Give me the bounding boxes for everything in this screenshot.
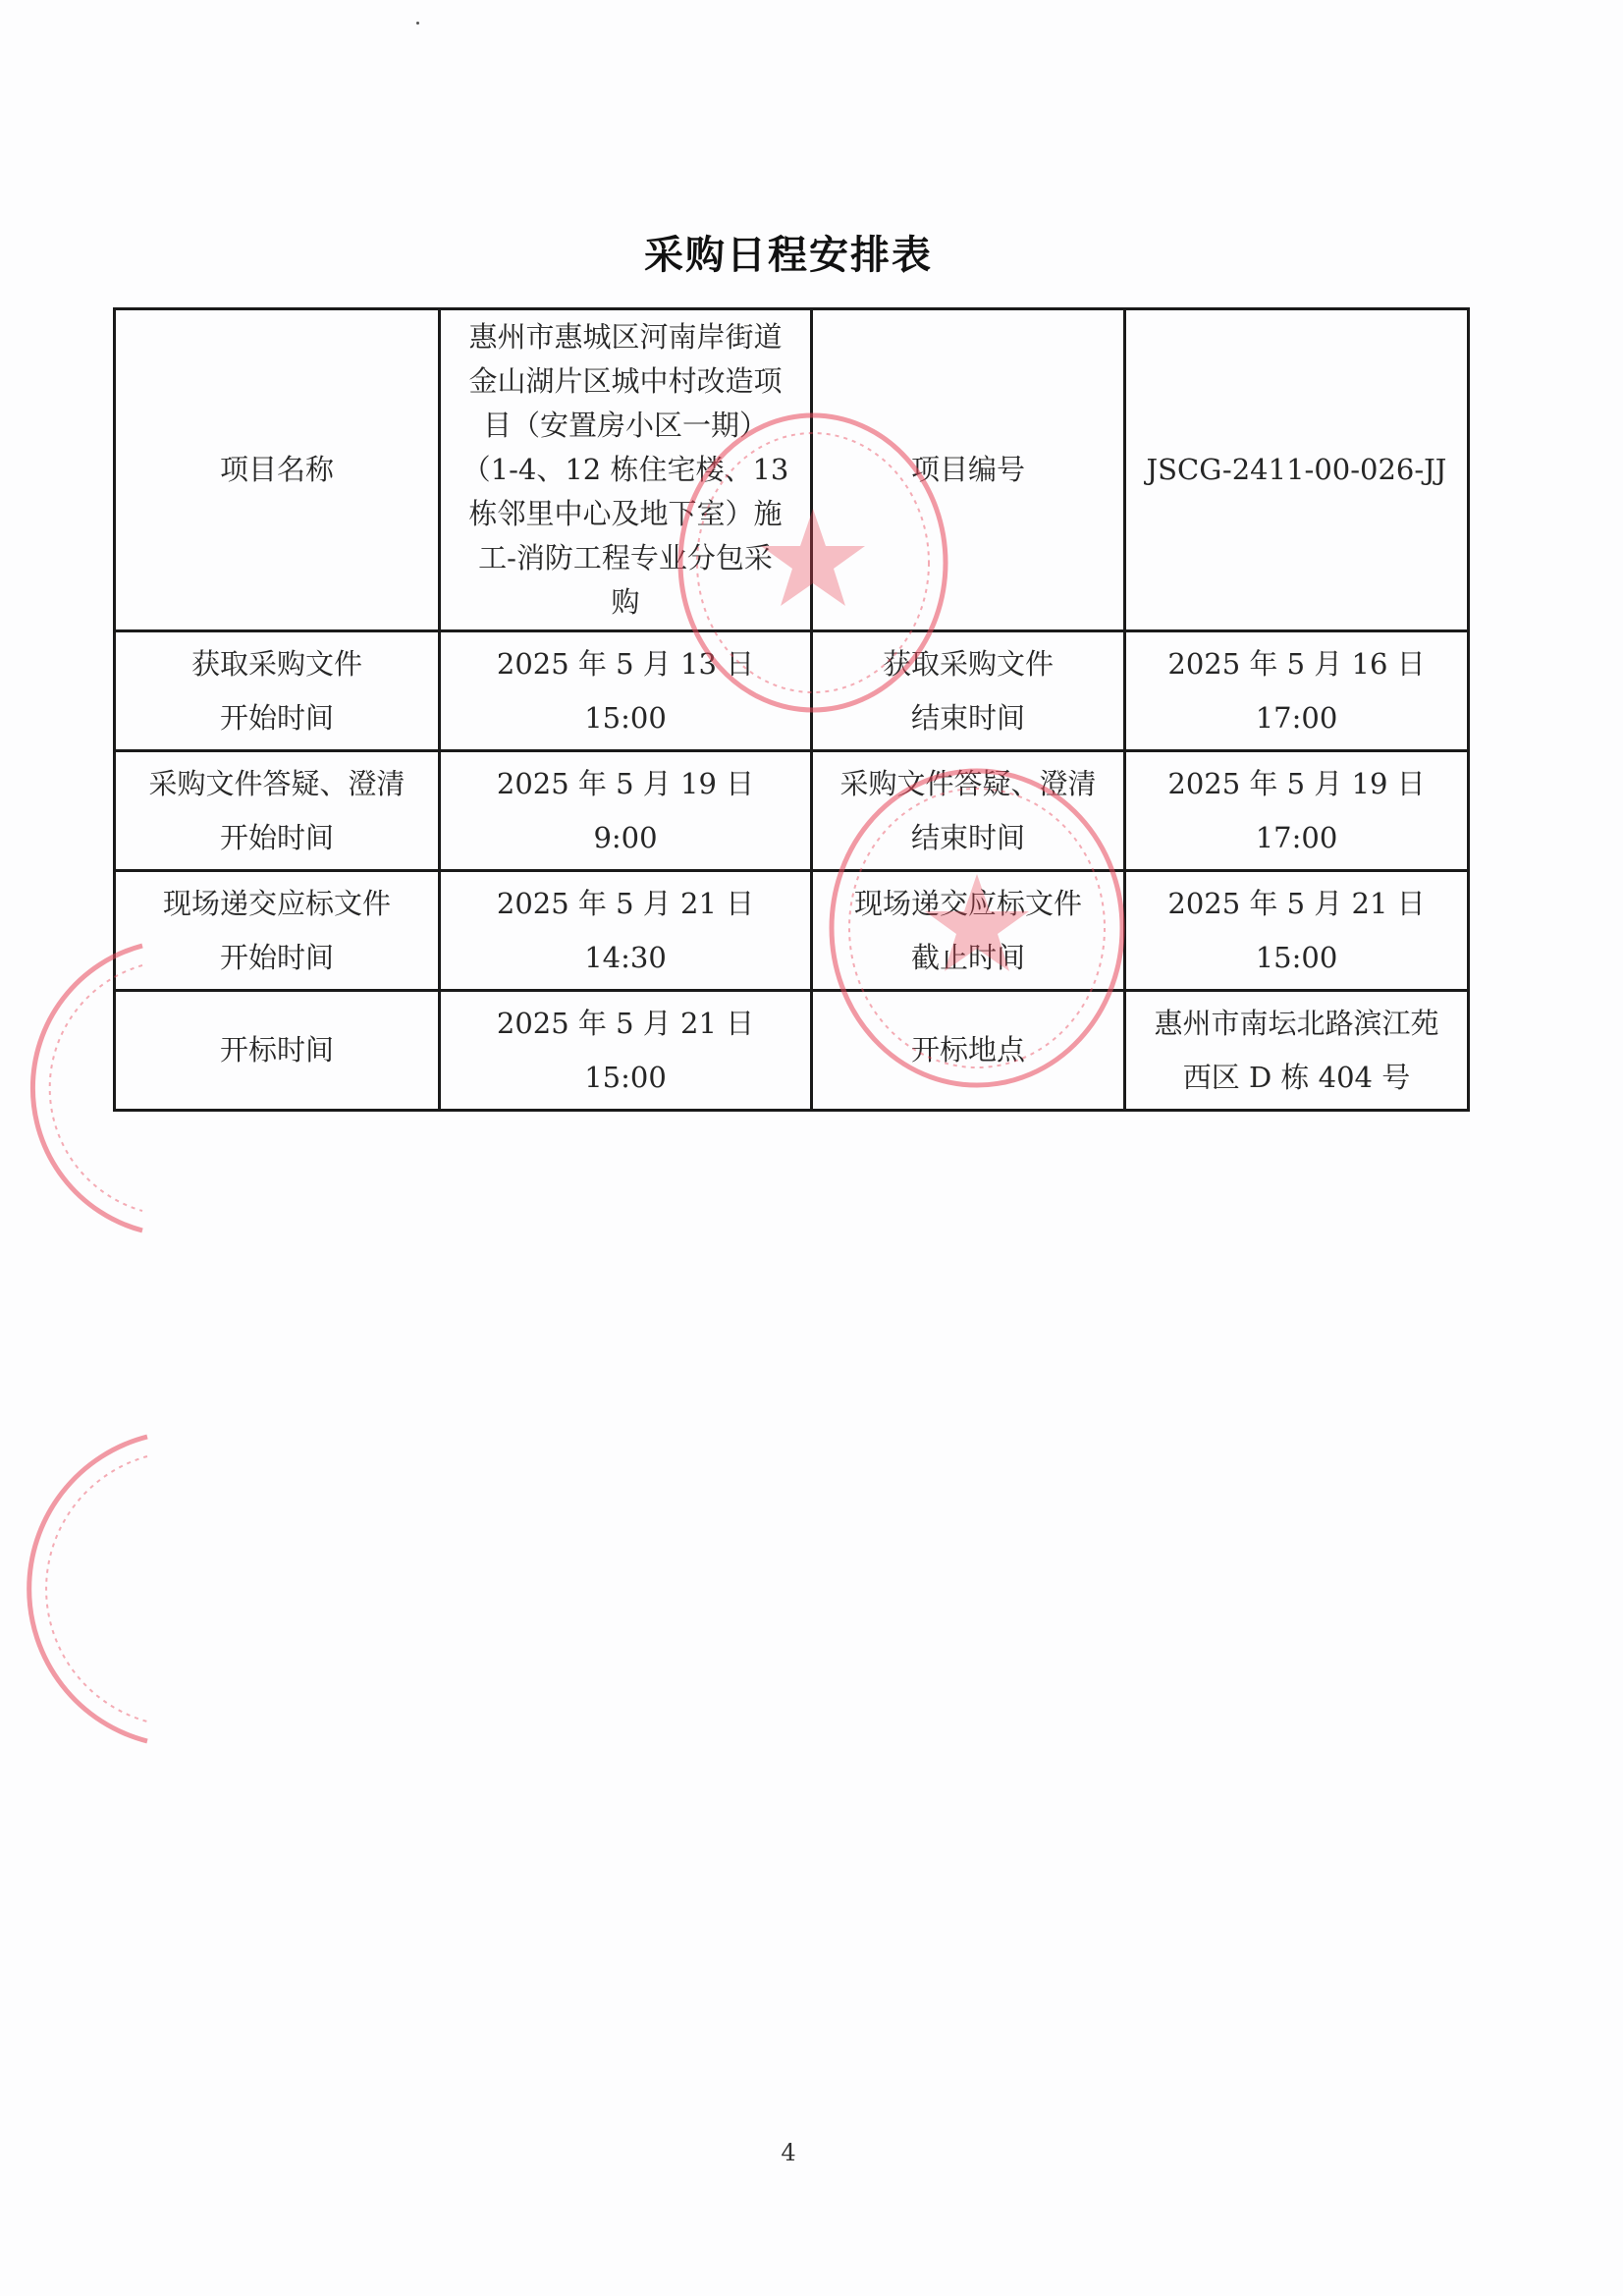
label-obtain-docs-start: 获取采购文件 开始时间 bbox=[115, 631, 440, 751]
red-seal-left-edge-lower bbox=[20, 1432, 152, 1746]
label-submission-start: 现场递交应标文件 开始时间 bbox=[115, 871, 440, 991]
project-name-line: 购 bbox=[611, 585, 640, 619]
table-row bbox=[115, 631, 1469, 751]
table-row-project bbox=[115, 309, 1469, 631]
project-name-line: 金山湖片区城中村改造项 bbox=[468, 364, 783, 398]
scan-speck bbox=[416, 22, 419, 25]
project-name-line: 工-消防工程专业分包采 bbox=[478, 541, 773, 574]
table-row bbox=[115, 991, 1469, 1111]
value-bid-opening-time: 2025 年 5 月 21 日 15:00 bbox=[440, 991, 812, 1111]
label-submission-deadline: 现场递交应标文件 截止时间 bbox=[812, 871, 1125, 991]
label-bid-opening-time: 开标时间 bbox=[115, 991, 440, 1111]
label-project-name: 项目名称 bbox=[115, 309, 440, 631]
value-project-name bbox=[440, 309, 812, 631]
label-obtain-docs-end: 获取采购文件 结束时间 bbox=[812, 631, 1125, 751]
value-project-number: JSCG-2411-00-026-JJ bbox=[1125, 309, 1469, 631]
label-project-number: 项目编号 bbox=[812, 309, 1125, 631]
document-title: 采购日程安排表 bbox=[644, 233, 933, 278]
label-clarification-end: 采购文件答疑、澄清 结束时间 bbox=[812, 751, 1125, 871]
page-number: 4 bbox=[781, 2139, 796, 2166]
table-row bbox=[115, 751, 1469, 871]
table-row bbox=[115, 871, 1469, 991]
value-clarification-start: 2025 年 5 月 19 日 9:00 bbox=[440, 751, 812, 871]
value-submission-start: 2025 年 5 月 21 日 14:30 bbox=[440, 871, 812, 991]
project-name-line: 栋邻里中心及地下室）施 bbox=[468, 497, 783, 530]
value-obtain-docs-start: 2025 年 5 月 13 日 15:00 bbox=[440, 631, 812, 751]
project-name-line: 惠州市惠城区河南岸街道 bbox=[468, 320, 783, 354]
label-clarification-start: 采购文件答疑、澄清 开始时间 bbox=[115, 751, 440, 871]
project-name-line: 目（安置房小区一期） bbox=[482, 409, 768, 442]
schedule-table bbox=[113, 307, 1470, 1112]
value-submission-deadline: 2025 年 5 月 21 日 15:00 bbox=[1125, 871, 1469, 991]
label-bid-opening-location: 开标地点 bbox=[812, 991, 1125, 1111]
project-name-line: （1-4、12 栋住宅楼、13 bbox=[461, 453, 789, 486]
value-clarification-end: 2025 年 5 月 19 日 17:00 bbox=[1125, 751, 1469, 871]
value-obtain-docs-end: 2025 年 5 月 16 日 17:00 bbox=[1125, 631, 1469, 751]
value-bid-opening-location: 惠州市南坛北路滨江苑 西区 D 栋 404 号 bbox=[1125, 991, 1469, 1111]
